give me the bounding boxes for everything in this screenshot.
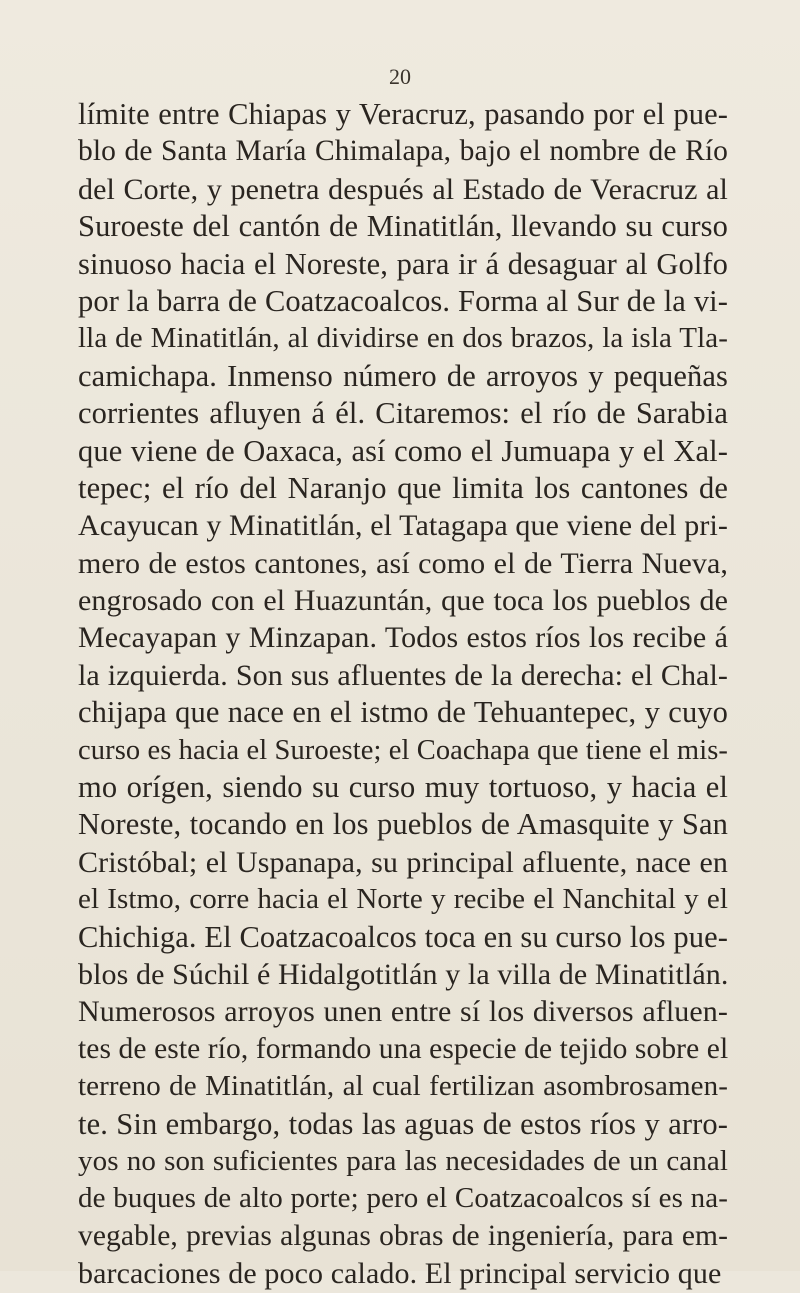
text-line: Noreste, tocando en los pueblos de Amasquite y San bbox=[78, 807, 728, 842]
text-line: Suroeste del cantón de Minatitlán, llevando su curso bbox=[78, 209, 728, 244]
text-line: yos no son suficientes para las necesidades de un canal bbox=[78, 1144, 728, 1177]
text-line: barcaciones de poco calado. El principal servicio que bbox=[78, 1257, 722, 1291]
text-line: sinuoso hacia el Noreste, para ir á desaguar al Golfo bbox=[78, 246, 728, 281]
text-line: camichapa. Inmenso número de arroyos y pequeñas bbox=[78, 358, 728, 393]
text-line: de buques de alto porte; pero el Coatzacoalcos sí es na- bbox=[78, 1182, 728, 1215]
text-line: el Istmo, corre hacia el Norte y recibe el Nanchital y el bbox=[78, 883, 728, 916]
body-text bbox=[78, 96, 728, 1293]
text-line: terreno de Minatitlán, al cual fertilizan asombrosamen- bbox=[78, 1070, 728, 1103]
text-line: tepec; el río del Naranjo que limita los cantones de bbox=[78, 470, 728, 505]
text-line: chijapa que nace en el istmo de Tehuantepec, y cuyo bbox=[78, 695, 728, 730]
text-line: la izquierda. Son sus afluentes de la derecha: el Chal- bbox=[78, 658, 728, 692]
text-line: del Corte, y penetra después al Estado de Veracruz al bbox=[78, 172, 728, 206]
text-line: blo de Santa María Chimalapa, bajo el nombre de Río bbox=[78, 135, 728, 168]
page-number: 20 bbox=[389, 64, 411, 89]
text-line: vegable, previas algunas obras de ingeniería, para em- bbox=[78, 1219, 728, 1252]
text-line: mo orígen, siendo su curso muy tortuoso, y hacia el bbox=[78, 770, 728, 805]
text-line: lla de Minatitlán, al dividirse en dos brazos, la isla Tla- bbox=[78, 322, 728, 355]
text-line: Numerosos arroyos unen entre sí los diversos afluen- bbox=[78, 995, 728, 1029]
text-line: curso es hacia el Suroeste; el Coachapa que tiene el mis- bbox=[78, 734, 728, 766]
text-line: te. Sin embargo, todas las aguas de estos ríos y arro- bbox=[78, 1106, 728, 1141]
text-line: mero de estos cantones, así como el de Tierra Nueva, bbox=[78, 546, 728, 580]
text-line: Mecayapan y Minzapan. Todos estos ríos los recibe á bbox=[78, 621, 728, 655]
text-line: límite entre Chiapas y Veracruz, pasando por el pue- bbox=[78, 97, 728, 131]
text-line: por la barra de Coatzacoalcos. Forma al Sur de la vi- bbox=[78, 283, 728, 318]
text-line: Cristóbal; el Uspanapa, su principal afluente, nace en bbox=[78, 845, 728, 879]
text-line: blos de Súchil é Hidalgotitlán y la villa de Minatitlán. bbox=[78, 957, 729, 991]
text-line: Acayucan y Minatitlán, el Tatagapa que viene del pri- bbox=[78, 509, 728, 543]
text-line: que viene de Oaxaca, así como el Jumuapa y el Xal- bbox=[78, 433, 728, 468]
text-line: corrientes afluyen á él. Citaremos: el río de Sarabia bbox=[78, 396, 728, 431]
text-line: engrosado con el Huazuntán, que toca los pueblos de bbox=[78, 584, 728, 618]
text-line: tes de este río, formando una especie de tejido sobre el bbox=[78, 1032, 729, 1065]
text-line: Chichiga. El Coatzacoalcos toca en su curso los pue- bbox=[78, 919, 728, 954]
